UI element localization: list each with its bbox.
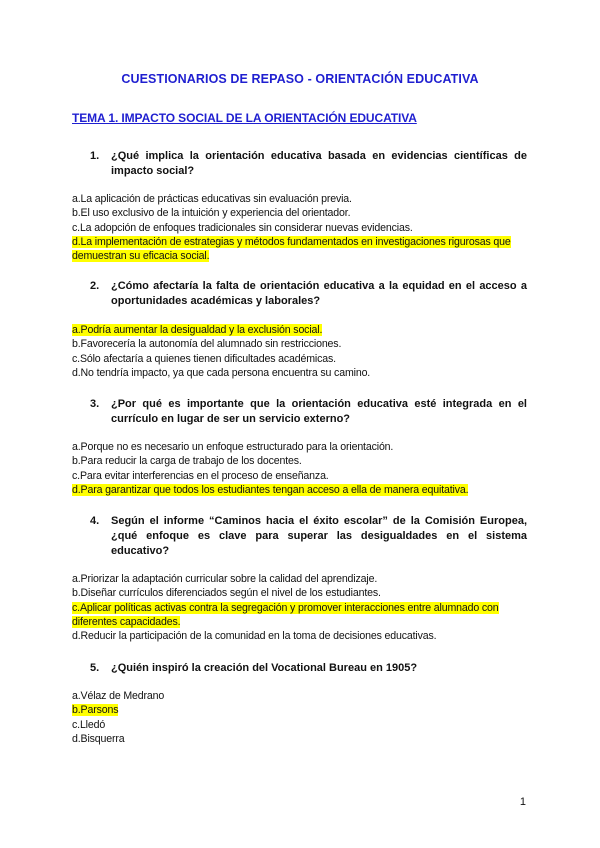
option-b: b.Para reducir la carga de trabajo de los docentes. <box>72 455 302 468</box>
option-a <box>72 323 528 337</box>
question-number: 4. <box>90 515 100 527</box>
options-1 <box>72 192 528 263</box>
option-a: a.Vélaz de Medrano <box>72 690 165 702</box>
question-2 <box>90 279 527 309</box>
highlighted-answer: d.Para garantizar que todos los estudiantes tengan acceso a ella de manera equitativa. <box>72 483 469 496</box>
option-b: b.Favorecería la autonomía del alumnado sin restricciones. <box>72 338 342 351</box>
option-d: d.No tendría impacto, ya que cada persona encuentra su camino. <box>72 366 371 379</box>
page-number: 1 <box>519 796 526 808</box>
option-c: c.La adopción de enfoques tradicionales sin considerar nuevas evidencias. <box>72 221 413 234</box>
option-c: c.Para evitar interferencias en el proceso de enseñanza. <box>72 469 329 482</box>
question-text: ¿Quién inspiró la creación del Vocational Bureau en 1905? <box>111 662 418 674</box>
topic-title: TEMA 1. IMPACTO SOCIAL DE LA ORIENTACIÓN EDUCATIVA <box>72 111 417 125</box>
question-5 <box>90 661 527 676</box>
question-3 <box>90 397 527 427</box>
option-a: a.Priorizar la adaptación curricular sobre la calidad del aprendizaje. <box>72 573 378 585</box>
question-text: Según el informe “Caminos hacia el éxito escolar” de la Comisión Europea, ¿qué enfoque es clave para superar las desigualdades en el sistema educativo? <box>111 515 527 557</box>
option-b <box>72 703 528 717</box>
option-c: c.Sólo afectaría a quienes tienen dificultades académicas. <box>72 352 336 365</box>
question-number: 5. <box>90 662 100 674</box>
question-text: ¿Por qué es importante que la orientación educativa esté integrada en el currículo en lugar de ser un servicio externo? <box>111 398 527 425</box>
option-a: a.Porque no es necesario un enfoque estructurado para la orientación. <box>72 441 394 453</box>
options-2 <box>72 323 528 380</box>
options-4 <box>72 572 528 643</box>
option-d: d.Bisquerra <box>72 732 125 745</box>
options-5 <box>72 689 528 746</box>
question-1 <box>90 149 527 179</box>
options-3 <box>72 440 528 497</box>
question-text: ¿Qué implica la orientación educativa basada en evidencias científicas de impacto social? <box>111 150 527 177</box>
highlighted-answer: c.Aplicar políticas activas contra la segregación y promover interacciones entre alumnado con diferentes capacidades. <box>72 601 499 628</box>
question-number: 3. <box>90 398 100 410</box>
highlighted-answer: a.Podría aumentar la desigualdad y la exclusión social. <box>72 324 323 336</box>
option-b: b.El uso exclusivo de la intuición y experiencia del orientador. <box>72 207 351 220</box>
question-text: ¿Cómo afectaría la falta de orientación educativa a la equidad en el acceso a oportunidades académicas y laborales? <box>111 280 527 307</box>
option-d <box>72 235 528 264</box>
option-c: c.Lledó <box>72 718 106 731</box>
highlighted-answer: d.La implementación de estrategias y métodos fundamentados en investigaciones rigurosas que demuestran su eficacia social. <box>72 235 511 263</box>
option-d <box>72 483 528 497</box>
highlighted-answer: b.Parsons <box>72 704 119 717</box>
question-number: 2. <box>90 280 100 292</box>
option-d: d.Reducir la participación de la comunidad en la toma de decisiones educativas. <box>72 630 437 643</box>
question-4 <box>90 514 527 559</box>
option-c <box>72 601 528 630</box>
option-a: a.La aplicación de prácticas educativas sin evaluación previa. <box>72 193 352 205</box>
document-title: CUESTIONARIOS DE REPASO - ORIENTACIÓN EDUCATIVA <box>121 72 479 86</box>
option-b: b.Diseñar currículos diferenciados según el nivel de los estudiantes. <box>72 587 381 600</box>
question-number: 1. <box>90 150 100 162</box>
